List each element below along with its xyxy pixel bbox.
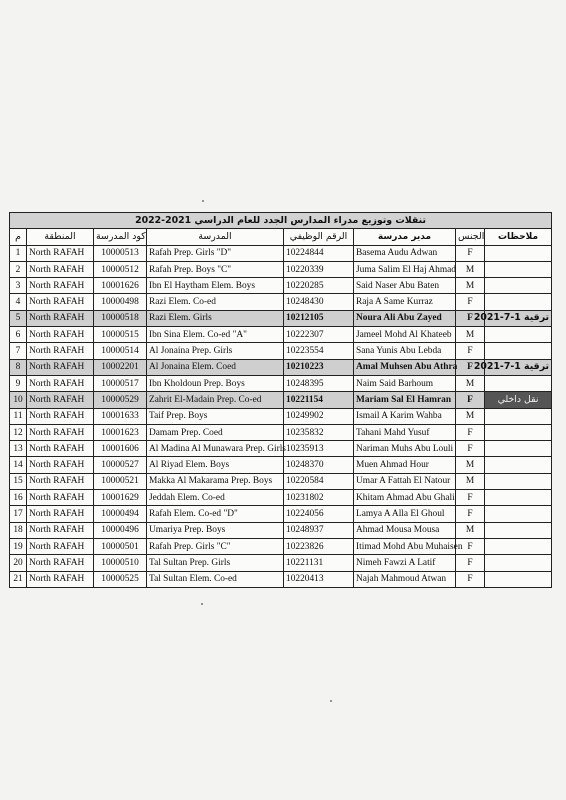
school-cell: Rafah Prep. Girls "D" [147, 245, 284, 261]
job-id-cell: 10220339 [284, 261, 354, 277]
header-gender: الجنس [456, 229, 485, 245]
school-cell: Rafah Elem. Co-ed "D" [147, 506, 284, 522]
row-number: 20 [10, 555, 27, 571]
job-id-cell: 10248430 [284, 294, 354, 310]
row-number: 1 [10, 245, 27, 261]
notes-cell [485, 522, 552, 538]
school-code-cell: 10001626 [94, 278, 147, 294]
school-cell: Al Jonaina Prep. Girls [147, 343, 284, 359]
job-id-cell: 10224056 [284, 506, 354, 522]
table-row [10, 359, 552, 375]
job-id-cell: 10235913 [284, 441, 354, 457]
school-code-cell: 10000521 [94, 473, 147, 489]
school-cell: Tal Sultan Elem. Co-ed [147, 571, 284, 587]
school-cell: Razi Elem. Girls [147, 310, 284, 326]
notes-cell [485, 408, 552, 424]
region-cell: North RAFAH [27, 522, 94, 538]
job-id-cell: 10221154 [284, 392, 354, 408]
principal-cell: Raja A Same Kurraz [354, 294, 456, 310]
region-cell: North RAFAH [27, 245, 94, 261]
notes-cell [485, 555, 552, 571]
table-row [10, 424, 552, 440]
school-code-cell: 10000512 [94, 261, 147, 277]
region-cell: North RAFAH [27, 457, 94, 473]
principal-cell: Juma Salim El Haj Ahmad [354, 261, 456, 277]
school-cell: Tal Sultan Prep. Girls [147, 555, 284, 571]
gender-cell: F [456, 441, 485, 457]
school-cell: Rafah Prep. Girls "C" [147, 538, 284, 554]
principal-cell: Noura Ali Abu Zayed [354, 310, 456, 326]
table-row [10, 327, 552, 343]
document-page [9, 212, 551, 588]
job-id-cell: 10210223 [284, 359, 354, 375]
school-code-cell: 10000510 [94, 555, 147, 571]
job-id-cell: 10221131 [284, 555, 354, 571]
header-job-id: الرقم الوظيفي [284, 229, 354, 245]
header-school: المدرسة [147, 229, 284, 245]
principal-cell: Sana Yunis Abu Lebda [354, 343, 456, 359]
notes-cell: نقل داخلي [485, 392, 552, 408]
principal-cell: Nimeh Fawzi A Latif [354, 555, 456, 571]
notes-cell [485, 294, 552, 310]
table-title: تنقلات وتوزيع مدراء المدارس الجدد للعام الدراسي 2021-2022 [10, 213, 552, 229]
table-row [10, 310, 552, 326]
school-cell: Taif Prep. Boys [147, 408, 284, 424]
row-number: 17 [10, 506, 27, 522]
principal-cell: Naim Said Barhoum [354, 375, 456, 391]
school-code-cell: 10000498 [94, 294, 147, 310]
notes-cell [485, 571, 552, 587]
school-code-cell: 10000525 [94, 571, 147, 587]
notes-cell [485, 490, 552, 506]
table-row [10, 506, 552, 522]
school-cell: Umariya Prep. Boys [147, 522, 284, 538]
table-row [10, 245, 552, 261]
job-id-cell: 10220584 [284, 473, 354, 489]
header-notes: ملاحظات [485, 229, 552, 245]
school-code-cell: 10001623 [94, 424, 147, 440]
gender-cell: M [456, 327, 485, 343]
notes-cell [485, 261, 552, 277]
school-code-cell: 10000517 [94, 375, 147, 391]
school-cell: Ibn Kholdoun Prep. Boys [147, 375, 284, 391]
table-row [10, 457, 552, 473]
region-cell: North RAFAH [27, 490, 94, 506]
gender-cell: M [456, 261, 485, 277]
region-cell: North RAFAH [27, 424, 94, 440]
notes-cell [485, 506, 552, 522]
region-cell: North RAFAH [27, 359, 94, 375]
school-code-cell: 10000518 [94, 310, 147, 326]
principal-cell: Lamya A Alla El Ghoul [354, 506, 456, 522]
header-school-code: كود المدرسة [94, 229, 147, 245]
school-cell: Al Riyad Elem. Boys [147, 457, 284, 473]
scan-speck [330, 700, 332, 702]
table-body [10, 245, 552, 587]
school-cell: Makka Al Makarama Prep. Boys [147, 473, 284, 489]
principal-cell: Umar A Fattah El Natour [354, 473, 456, 489]
row-number: 10 [10, 392, 27, 408]
gender-cell: M [456, 522, 485, 538]
school-code-cell: 10000494 [94, 506, 147, 522]
region-cell: North RAFAH [27, 310, 94, 326]
school-code-cell: 10000527 [94, 457, 147, 473]
gender-cell: F [456, 343, 485, 359]
gender-cell: F [456, 294, 485, 310]
region-cell: North RAFAH [27, 392, 94, 408]
notes-cell: ترقية 1-7-2021 [485, 310, 552, 326]
school-cell: Rafah Prep. Boys "C" [147, 261, 284, 277]
gender-cell: F [456, 506, 485, 522]
gender-cell: F [456, 424, 485, 440]
principal-cell: Tahani Mahd Yusuf [354, 424, 456, 440]
gender-cell: M [456, 408, 485, 424]
principal-cell: Ismail A Karim Wahba [354, 408, 456, 424]
table-row [10, 555, 552, 571]
school-cell: Al Madina Al Munawara Prep. Girls [147, 441, 284, 457]
school-code-cell: 10000501 [94, 538, 147, 554]
job-id-cell: 10249902 [284, 408, 354, 424]
table-row [10, 375, 552, 391]
school-code-cell: 10000514 [94, 343, 147, 359]
principal-cell: Itimad Mohd Abu Muhaisen [354, 538, 456, 554]
school-cell: Zahrit El-Madain Prep. Co-ed [147, 392, 284, 408]
job-id-cell: 10235832 [284, 424, 354, 440]
row-number: 21 [10, 571, 27, 587]
school-code-cell: 10000496 [94, 522, 147, 538]
region-cell: North RAFAH [27, 327, 94, 343]
region-cell: North RAFAH [27, 571, 94, 587]
row-number: 3 [10, 278, 27, 294]
gender-cell: F [456, 538, 485, 554]
school-code-cell: 10001633 [94, 408, 147, 424]
gender-cell: M [456, 278, 485, 294]
school-code-cell: 10001606 [94, 441, 147, 457]
principal-cell: Basema Audu Adwan [354, 245, 456, 261]
principal-cell: Nariman Muhs Abu Louli [354, 441, 456, 457]
notes-cell [485, 424, 552, 440]
region-cell: North RAFAH [27, 473, 94, 489]
job-id-cell: 10220285 [284, 278, 354, 294]
table-row [10, 490, 552, 506]
table-row [10, 408, 552, 424]
row-number: 13 [10, 441, 27, 457]
notes-cell [485, 327, 552, 343]
row-number: 16 [10, 490, 27, 506]
row-number: 5 [10, 310, 27, 326]
job-id-cell: 10222307 [284, 327, 354, 343]
school-cell: Razi Elem. Co-ed [147, 294, 284, 310]
school-cell: Al Jonaina Elem. Coed [147, 359, 284, 375]
scan-speck [201, 603, 203, 605]
region-cell: North RAFAH [27, 261, 94, 277]
table-row [10, 441, 552, 457]
gender-cell: F [456, 310, 485, 326]
row-number: 11 [10, 408, 27, 424]
gender-cell: F [456, 392, 485, 408]
job-id-cell: 10248937 [284, 522, 354, 538]
principal-cell: Amal Muhsen Abu Athra [354, 359, 456, 375]
region-cell: North RAFAH [27, 538, 94, 554]
school-cell: Damam Prep. Coed [147, 424, 284, 440]
row-number: 19 [10, 538, 27, 554]
notes-cell [485, 245, 552, 261]
school-cell: Ibn Sina Elem. Co-ed "A" [147, 327, 284, 343]
row-number: 12 [10, 424, 27, 440]
row-number: 7 [10, 343, 27, 359]
table-row [10, 294, 552, 310]
region-cell: North RAFAH [27, 506, 94, 522]
gender-cell: M [456, 375, 485, 391]
region-cell: North RAFAH [27, 294, 94, 310]
job-id-cell: 10248395 [284, 375, 354, 391]
principals-table [9, 212, 552, 588]
gender-cell: F [456, 490, 485, 506]
table-row [10, 538, 552, 554]
row-number: 9 [10, 375, 27, 391]
job-id-cell: 10231802 [284, 490, 354, 506]
principal-cell: Khitam Ahmad Abu Ghali [354, 490, 456, 506]
row-number: 6 [10, 327, 27, 343]
gender-cell: M [456, 457, 485, 473]
principal-cell: Ahmad Mousa Mousa [354, 522, 456, 538]
row-number: 8 [10, 359, 27, 375]
job-id-cell: 10223826 [284, 538, 354, 554]
scan-speck [202, 200, 204, 202]
job-id-cell: 10212105 [284, 310, 354, 326]
region-cell: North RAFAH [27, 408, 94, 424]
gender-cell: F [456, 555, 485, 571]
principal-cell: Jameel Mohd Al Khateeb [354, 327, 456, 343]
region-cell: North RAFAH [27, 343, 94, 359]
gender-cell: M [456, 473, 485, 489]
job-id-cell: 10248370 [284, 457, 354, 473]
job-id-cell: 10220413 [284, 571, 354, 587]
row-number: 15 [10, 473, 27, 489]
header-principal: مدير مدرسة [354, 229, 456, 245]
row-number: 18 [10, 522, 27, 538]
region-cell: North RAFAH [27, 555, 94, 571]
table-row [10, 392, 552, 408]
gender-cell: F [456, 359, 485, 375]
job-id-cell: 10224844 [284, 245, 354, 261]
table-row [10, 571, 552, 587]
principal-cell: Mariam Sal El Hamran [354, 392, 456, 408]
row-number: 4 [10, 294, 27, 310]
table-row [10, 343, 552, 359]
notes-cell [485, 457, 552, 473]
gender-cell: F [456, 571, 485, 587]
gender-cell: F [456, 245, 485, 261]
region-cell: North RAFAH [27, 441, 94, 457]
job-id-cell: 10223554 [284, 343, 354, 359]
notes-cell: ترقية 1-7-2021 [485, 359, 552, 375]
school-code-cell: 10000515 [94, 327, 147, 343]
region-cell: North RAFAH [27, 278, 94, 294]
title-row [10, 213, 552, 229]
school-code-cell: 10000529 [94, 392, 147, 408]
row-number: 2 [10, 261, 27, 277]
notes-cell [485, 343, 552, 359]
region-cell: North RAFAH [27, 375, 94, 391]
school-cell: Jeddah Elem. Co-ed [147, 490, 284, 506]
notes-cell [485, 473, 552, 489]
school-code-cell: 10001629 [94, 490, 147, 506]
principal-cell: Said Naser Abu Baten [354, 278, 456, 294]
row-number: 14 [10, 457, 27, 473]
school-code-cell: 10000513 [94, 245, 147, 261]
notes-cell [485, 278, 552, 294]
school-code-cell: 10002201 [94, 359, 147, 375]
table-row [10, 278, 552, 294]
principal-cell: Najah Mahmoud Atwan [354, 571, 456, 587]
notes-cell [485, 538, 552, 554]
principal-cell: Muen Ahmad Hour [354, 457, 456, 473]
school-cell: Ibn El Haytham Elem. Boys [147, 278, 284, 294]
header-row [10, 229, 552, 245]
table-row [10, 473, 552, 489]
table-row [10, 261, 552, 277]
header-region: المنطقة [27, 229, 94, 245]
table-row [10, 522, 552, 538]
notes-cell [485, 375, 552, 391]
notes-cell [485, 441, 552, 457]
header-num: م [10, 229, 27, 245]
